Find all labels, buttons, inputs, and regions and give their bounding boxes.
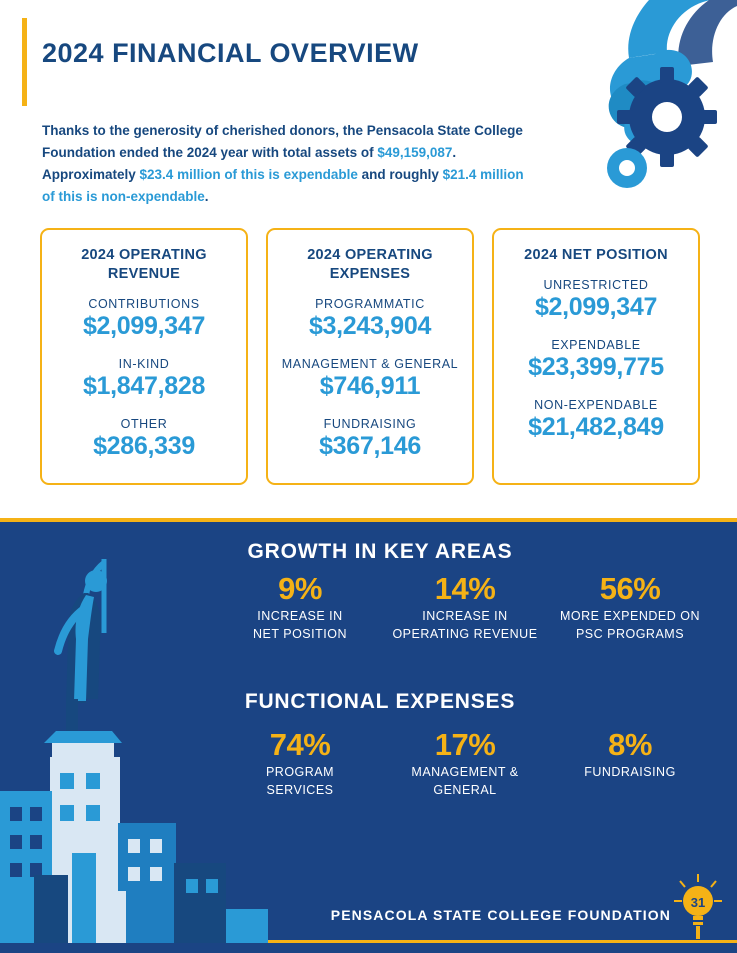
stat-net-position — [220, 572, 380, 642]
stat-percent: 17% — [434, 727, 496, 762]
intro-paragraph — [42, 120, 532, 208]
row-label: NON-EXPENDABLE — [534, 398, 658, 412]
row-value: $2,099,347 — [82, 312, 206, 340]
stat-label-line2: GENERAL — [433, 783, 497, 797]
card-operating-expenses — [266, 228, 474, 485]
row-label: MANAGEMENT & GENERAL — [281, 357, 459, 371]
stat-percent: 8% — [608, 727, 652, 762]
card-net-position — [492, 228, 700, 485]
row-value: $367,146 — [319, 432, 421, 460]
card-operating-revenue — [40, 228, 248, 485]
organization-name: PENSACOLA STATE COLLEGE FOUNDATION — [330, 907, 671, 923]
card-title: 2024 OPERATING EXPENSES — [307, 247, 433, 282]
growth-heading: GROWTH IN KEY AREAS — [247, 540, 513, 563]
stat-label-line1: MANAGEMENT & — [411, 765, 519, 779]
financial-cards — [40, 228, 700, 485]
row-value: $3,243,904 — [308, 312, 432, 340]
stat-psc-programs — [550, 572, 710, 642]
stat-percent: 56% — [599, 571, 661, 606]
row-label: PROGRAMMATIC — [315, 297, 425, 311]
intro-text-3: and roughly — [357, 167, 443, 182]
card-title: 2024 NET POSITION — [524, 247, 668, 263]
intro-text-4: . — [204, 189, 209, 204]
growth-and-expenses-section — [0, 518, 737, 953]
stat-label-line1: INCREASE IN — [257, 609, 343, 623]
stat-program-services — [220, 728, 380, 798]
row-label: CONTRIBUTIONS — [88, 297, 200, 311]
row-value: $2,099,347 — [534, 293, 658, 321]
row-value: $746,911 — [319, 372, 421, 400]
stat-label-line1: INCREASE IN — [422, 609, 508, 623]
stat-label-line2: SERVICES — [266, 783, 334, 797]
stat-percent: 74% — [269, 727, 331, 762]
stat-label-line1: FUNDRAISING — [584, 765, 676, 779]
intro-text-2: . Approximately — [42, 145, 457, 182]
row-label: EXPENDABLE — [551, 338, 641, 352]
page-title: 2024 FINANCIAL OVERVIEW — [42, 38, 419, 68]
title-accent-bar — [22, 18, 27, 106]
lightbulb-logo-icon — [672, 873, 724, 941]
logo-number: 31 — [690, 895, 706, 910]
stat-label-line1: PROGRAM — [265, 765, 335, 779]
card-title: 2024 OPERATING REVENUE — [81, 247, 207, 282]
row-value: $23,399,775 — [528, 353, 664, 381]
intro-text-1: Thanks to the generosity of cherished donors, the Pensacola State College Foundation ended the 2024 year with total assets of — [42, 123, 523, 160]
stat-management-general — [385, 728, 545, 798]
hand-gear-illustration — [507, 0, 737, 207]
row-value: $1,847,828 — [82, 372, 206, 400]
divider-top — [0, 518, 737, 522]
stat-label-line2: NET POSITION — [253, 627, 347, 641]
stat-label-line2: PSC PROGRAMS — [575, 627, 685, 641]
stat-percent: 14% — [434, 571, 496, 606]
row-value: $286,339 — [93, 432, 195, 460]
growth-stats — [220, 572, 710, 642]
stat-label-line1: MORE EXPENDED ON — [560, 609, 700, 623]
functional-expenses-heading: FUNCTIONAL EXPENSES — [244, 690, 516, 713]
row-label: FUNDRAISING — [323, 417, 417, 431]
row-label: OTHER — [120, 417, 168, 431]
non-expendable-value: $21.4 million of this is non-expendable — [42, 167, 524, 204]
row-label: IN-KIND — [118, 357, 170, 371]
row-value: $21,482,849 — [528, 413, 664, 441]
expendable-value: $23.4 million of this is expendable — [139, 167, 358, 182]
row-label: UNRESTRICTED — [543, 278, 649, 292]
stat-operating-revenue — [385, 572, 545, 642]
stat-label-line2: OPERATING REVENUE — [392, 627, 538, 641]
stat-fundraising — [550, 728, 710, 798]
total-assets-value: $49,159,087 — [377, 145, 453, 160]
stat-percent: 9% — [278, 571, 322, 606]
functional-expenses-stats — [220, 728, 710, 798]
